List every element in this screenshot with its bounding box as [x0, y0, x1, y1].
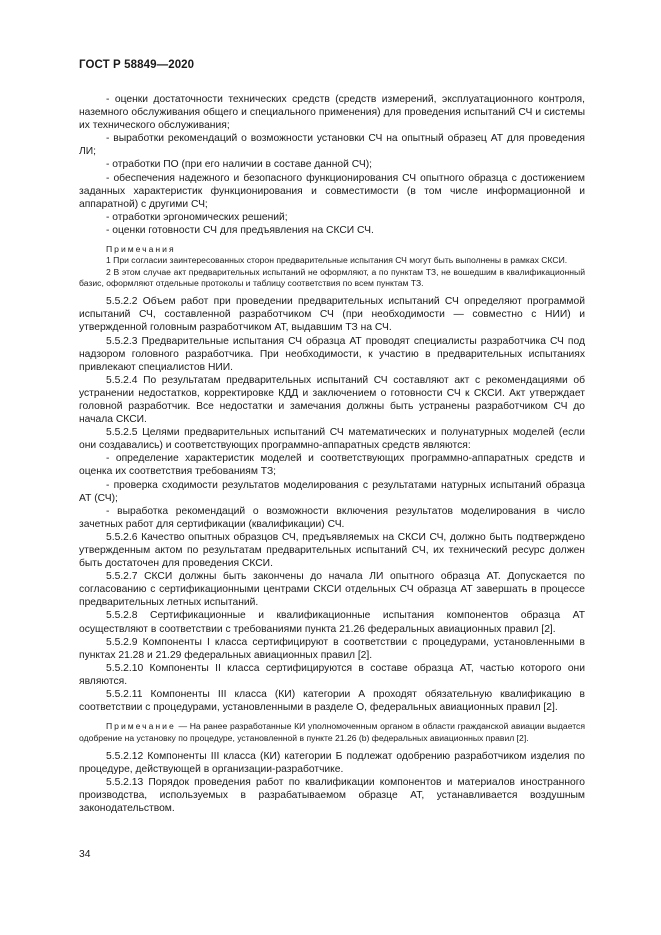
note-title: Примечание: [106, 721, 176, 732]
clause-paragraph: 5.5.2.13 Порядок проведения работ по квалификации компонентов и материалов иностранного производства, используемых в разрабатываемом образце АТ, устанавливается воздушным законодательством.: [79, 777, 585, 815]
list-item: - отработки эргономических решений;: [106, 211, 288, 223]
clause-paragraph: 5.5.2.4 По результатам предварительных испытаний СЧ составляют акт с рекомендациями об устранении недостатков, корректировке КДД и заключением о готовности СЧ к СКСИ. Акт утверждает головной разработчик. Все недостатки и замечания должны быть устранены разработчиком СЧ до начала СКСИ.: [79, 374, 585, 426]
note-item: 2 В этом случае акт предварительных испытаний не оформляют, а по пунктам ТЗ, не вошедшим в квалификационный базис, оформляют отдельные протоколы и таблицу соответствия по всем пунктам ТЗ.: [79, 266, 585, 288]
document-body: [79, 93, 585, 815]
list-item: - оценки готовности СЧ для предъявления на СКСИ СЧ.: [106, 224, 374, 236]
clause-paragraph: 5.5.2.11 Компоненты III класса (КИ) категории А проходят обязательную квалификацию в соответствии с процедурами, установленными в разделе О, федеральных авиационных правил [2].: [79, 689, 585, 714]
note-item: 1 При согласии заинтересованных сторон предварительные испытания СЧ могут быть выполнены в рамках СКСИ.: [106, 255, 568, 266]
list-item: - оценки достаточности технических средств (средств измерений, эксплуатационного контроля, наземного обслуживания общего и специального применения) для проведения испытаний СЧ и системы их технического обслуживания;: [79, 94, 585, 132]
list-item: - определение характеристик моделей и соответствующих программно-аппаратных средств и оценка их соответствия требованиям ТЗ;: [79, 453, 585, 478]
clause-paragraph: 5.5.2.9 Компоненты I класса сертифицируют в соответствии с процедурами, установленными в пунктах 21.28 и 21.29 федеральных авиационных правил [2].: [79, 636, 585, 661]
clause-paragraph: 5.5.2.10 Компоненты II класса сертифицируются в составе образца АТ, частью которого они являются.: [79, 662, 585, 687]
list-item: - проверка сходимости результатов моделирования с результатами натурных испытаний образца АТ (СЧ);: [79, 479, 585, 504]
list-item: - выработки рекомендаций о возможности установки СЧ на опытный образец АТ для проведения ЛИ;: [79, 133, 585, 158]
clause-paragraph: 5.5.2.7 СКСИ должны быть закончены до начала ЛИ опытного образца АТ. Допускается по согласованию с сертификационными центрами СКСИ отдельных СЧ образца АТ завершать в процессе предварительных летных испытаний.: [79, 571, 585, 609]
list-item: - выработка рекомендаций о возможности включения результатов моделирования в число зачетных работ для сертификации (квалификации) СЧ.: [79, 505, 585, 530]
notes-title: Примечания: [106, 244, 176, 255]
note-paragraph: [79, 721, 585, 744]
clause-paragraph: 5.5.2.5 Целями предварительных испытаний СЧ математических и полунатурных моделей (если они создавались) и соответствующих программно-аппаратных средств являются:: [79, 427, 585, 452]
clause-paragraph: 5.5.2.3 Предварительные испытания СЧ образца АТ проводят специалисты разработчика СЧ под надзором головного разработчика. При необходимости, к участию в предварительных испытаниях привлекают специалистов НИИ.: [79, 335, 585, 373]
list-item: - отработки ПО (при его наличии в составе данной СЧ);: [106, 159, 372, 171]
page-number: 34: [79, 849, 91, 860]
document-header: ГОСТ Р 58849—2020: [79, 59, 195, 71]
note-block: [79, 721, 585, 744]
clause-paragraph: 5.5.2.12 Компоненты III класса (КИ) категории Б подлежат одобрению разработчиком изделия по процедуре, действующей в организации-разработчике.: [79, 750, 585, 775]
clause-paragraph: 5.5.2.6 Качество опытных образцов СЧ, предъявляемых на СКСИ СЧ, должно быть подтверждено утвержденным актом по результатам предварительных испытаний СЧ, их технический ресурс должен быть достаточен для проведения СКСИ.: [79, 531, 585, 570]
clause-paragraph: 5.5.2.8 Сертификационные и квалификационные испытания компонентов образца АТ осуществляют в соответствии с требованиями пункта 21.26 федеральных авиационных правил [2].: [79, 610, 585, 635]
list-item: - обеспечения надежного и безопасного функционирования СЧ опытного образца с достижением заданных характеристик функционирования и совместимости (в том числе информационной и аппаратной) с другими СЧ;: [79, 172, 585, 210]
notes-block: [79, 244, 585, 289]
clause-paragraph: 5.5.2.2 Объем работ при проведении предварительных испытаний СЧ определяют программой испытаний СЧ, составленной разработчиком СЧ (при необходимости — совместно с НИИ) и утвержденной головным разработчиком АТ, выдавшим ТЗ на СЧ.: [79, 296, 585, 334]
note-text: — На ранее разработанные КИ уполномоченным органом в области гражданской авиации выдается одобрение на установку по процедуре, установленной в пункте 21.26 (b) федеральных авиационных правил [2].: [79, 721, 585, 743]
